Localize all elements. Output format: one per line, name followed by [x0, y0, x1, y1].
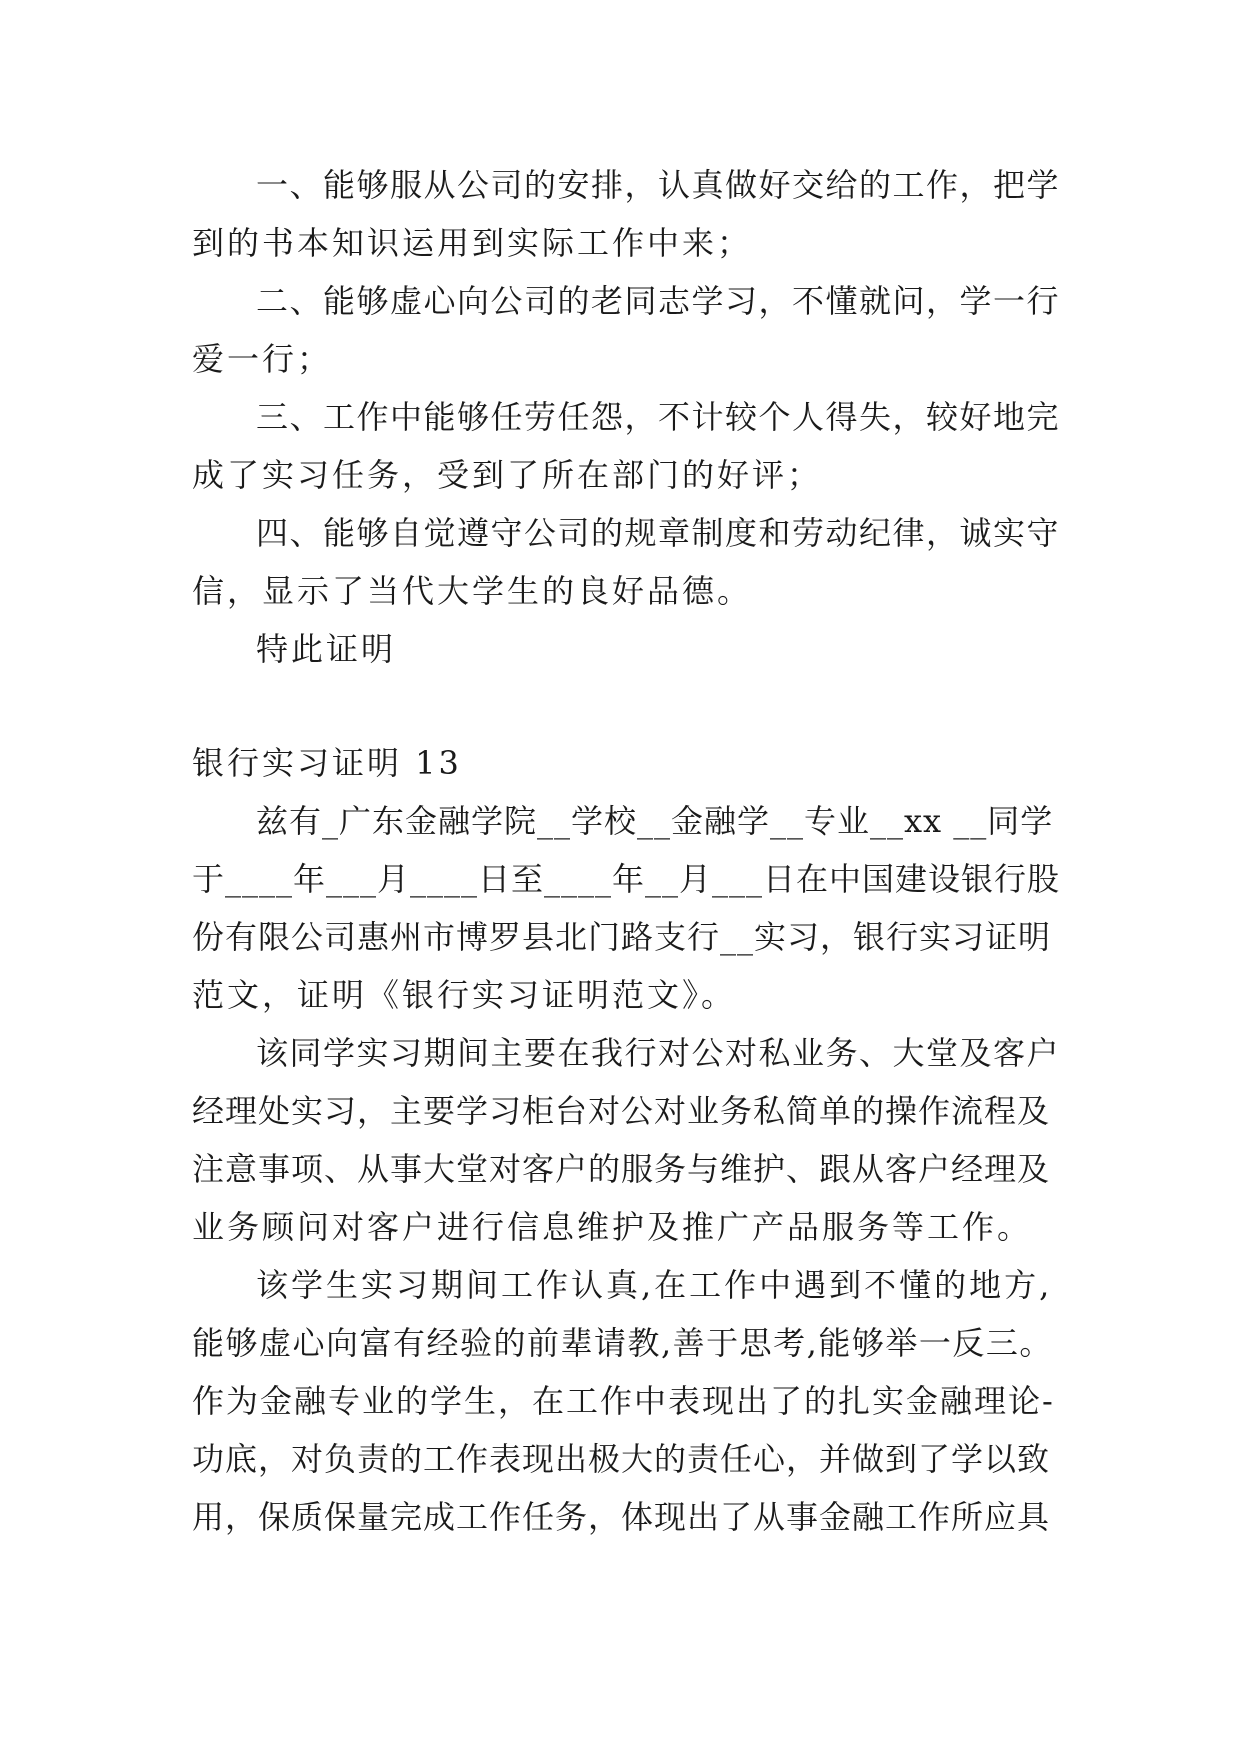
paragraph-line: 功底，对负责的工作表现出极大的责任心，并做到了学以致: [192, 1440, 1051, 1478]
section-heading: 银行实习证明 13: [192, 744, 462, 782]
paragraph-line: 兹有_广东金融学院__学校__金融学__专业__xx __同学: [256, 802, 1054, 840]
paragraph-line: 三、工作中能够任劳任怨，不计较个人得失，较好地完: [256, 398, 1061, 436]
paragraph-line: 份有限公司惠州市博罗县北门路支行__实习，银行实习证明: [192, 918, 1052, 956]
paragraph-line: 于____年___月____日至____年__月___日在中国建设银行股: [192, 860, 1061, 898]
paragraph-line: 用，保质保量完成工作任务，体现出了从事金融工作所应具: [192, 1498, 1051, 1536]
paragraph-line: 到的书本知识运用到实际工作中来；: [192, 224, 753, 262]
paragraph-line: 业务顾问对客户进行信息维护及推广产品服务等工作。: [192, 1208, 1033, 1246]
paragraph-line: 成了实习任务，受到了所在部门的好评；: [192, 456, 823, 494]
paragraph-line: 作为金融专业的学生，在工作中表现出了的扎实金融理论-: [192, 1382, 1055, 1420]
paragraph-line: 该学生实习期间工作认真,在工作中遇到不懂的地方,: [256, 1266, 1053, 1304]
paragraph-line: 爱一行；: [192, 340, 333, 378]
paragraph-line: 信，显示了当代大学生的良好品德。: [192, 572, 753, 610]
paragraph-line: 经理处实习，主要学习柜台对公对业务私简单的操作流程及: [192, 1092, 1051, 1130]
paragraph-line: 二、能够虚心向公司的老同志学习，不懂就问，学一行: [256, 282, 1061, 320]
paragraph-line: 能够虚心向富有经验的前辈请教,善于思考,能够举一反三。: [192, 1324, 1053, 1362]
paragraph-line: 范文，证明《银行实习证明范文》。: [192, 976, 737, 1014]
paragraph-line: 注意事项、从事大堂对客户的服务与维护、跟从客户经理及: [192, 1150, 1051, 1188]
paragraph-line: 四、能够自觉遵守公司的规章制度和劳动纪律，诚实守: [256, 514, 1061, 552]
closing-line: 特此证明: [256, 630, 397, 668]
paragraph-line: 一、能够服从公司的安排，认真做好交给的工作，把学: [256, 166, 1061, 204]
paragraph-line: 该同学实习期间主要在我行对公对私业务、大堂及客户: [256, 1034, 1061, 1072]
